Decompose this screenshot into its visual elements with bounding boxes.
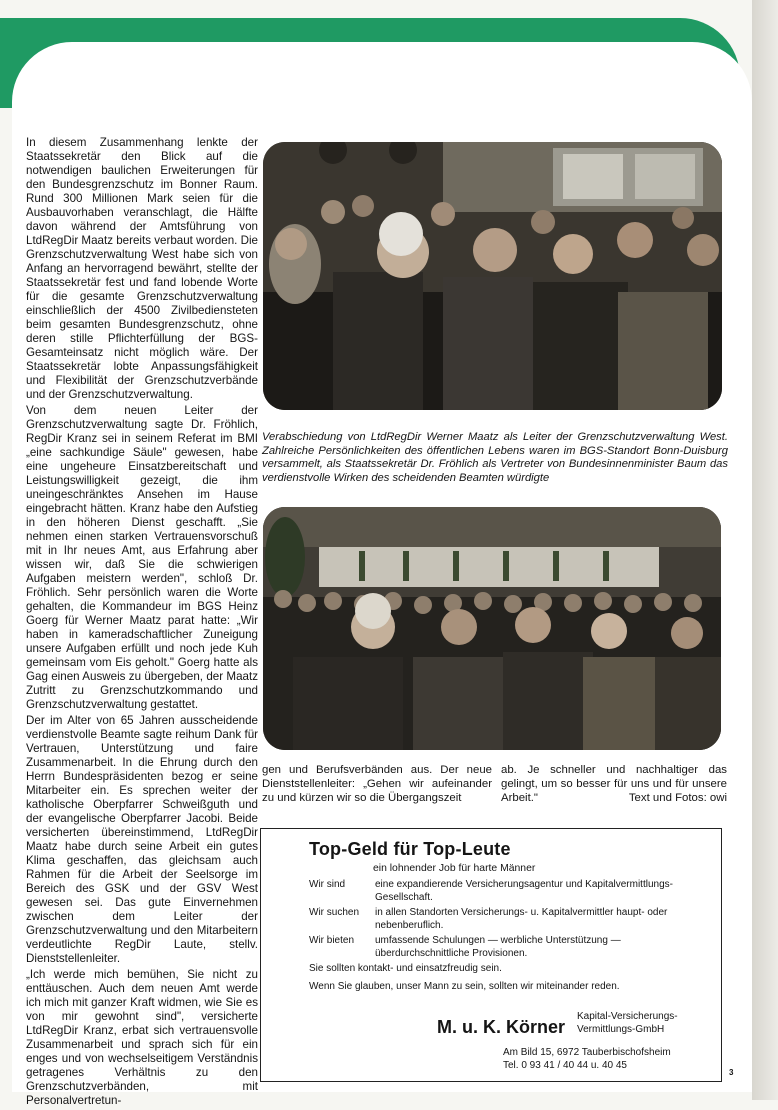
ad-row-text: umfassende Schulungen — werbliche Unterstützung — überdurchschnittliche Provisionen. xyxy=(375,935,621,959)
ad-requirement: Sie sollten kontakt- und einsatzfreudig sein. xyxy=(309,963,502,974)
photo-credit: Text und Fotos: owi xyxy=(628,791,727,804)
ad-row-label: Wir bieten xyxy=(309,935,355,946)
ad-row-label: Wir suchen xyxy=(309,907,360,918)
photo-ceremony-guests xyxy=(263,142,722,410)
photo-audience-hall xyxy=(263,507,721,750)
ad-row-text: eine expandierende Versicherungsagentur und Kapitalvermittlungs-Gesellschaft. xyxy=(375,879,673,903)
ad-call-to-action: Wenn Sie glauben, unser Mann zu sein, sollten wir miteinander reden. xyxy=(309,981,620,992)
article-bottom-middle: gen und Berufsverbänden aus. Der neue Dienststellenleiter: „Gehen wir aufeinander zu und kürzen wir so die Übergangszeit xyxy=(262,764,492,804)
paragraph: Von dem neuen Leiter der Grenzschutzverwaltung sagte Dr. Fröhlich, RegDir Kranz sei in seinem Referat im BMI „eine sachkundige Säule" gewesen, habe eine ungeheure Einsatzbereitschaft und Leistungswilligkeit gezeigt, die ihm uneingeschränktes Ansehen im Hause eingebracht hätten. Kranz habe den Aufstieg in den höheren Dienst geschafft. „Sie nehmen einen starken Vertrauensvorschuß mit in Ihr neues Amt, aus Erfahrung aber wissen wir, daß Sie die schwierigen Aufgaben meistern werden", schloß Dr. Fröhlich. Sehr persönlich waren die Worte gehalten, die Kommandeur im BGS Heinz Goerg für Werner Maatz parat hatte: „Wir haben in kameradschaftlicher Zuneigung unsere Aufgaben erfüllt und noch jede Kuh gemeinsam vom Eis geholt." Goerg hatte als Gag einen Ausweis zu übergeben, der Maatz Zutritt zu Grenzschutzkommando und Grenzschutzverwaltung gestattet. xyxy=(26,404,258,711)
ad-row-label: Wir sind xyxy=(309,879,346,890)
advertisement-box xyxy=(260,828,722,1082)
ad-subtitle: ein lohnender Job für harte Männer xyxy=(373,863,536,874)
paragraph: „Ich werde mich bemühen, Sie nicht zu enttäuschen. Auch dem neuen Amt werde ich mich mit ganzer Kraft widmen, wie Sie es von mir gewohnt sind", versicherte LtdRegDir Kranz, erbat sich vertrauensvolle Zusammenarbeit und sprach sich für ein enges und von wechselseitigem Verständnis getragenes Verhältnis zu den Grenzschutzverbänden, mit Personalvertretun- xyxy=(26,968,258,1107)
article-bottom-right xyxy=(501,764,727,805)
ad-address: Am Bild 15, 6972 Tauberbischofsheim xyxy=(503,1047,671,1058)
ad-title: Top-Geld für Top-Leute xyxy=(309,839,511,859)
ad-phone: Tel. 0 93 41 / 40 44 u. 40 45 xyxy=(503,1059,627,1071)
paragraph: In diesem Zusammenhang lenkte der Staatssekretär den Blick auf die notwendigen baulichen Erweiterungen für den Bundesgrenzschutz im Bonner Raum. Rund 300 Millionen Mark seien für die Ausbauvorhaben veranschlagt, die Hälfte davon während der Amtsführung von LtdRegDir Maatz bereits verbaut worden. Die Grenzschutzverwaltung West habe sich von Anfang an hervorragend bewährt, stellte der Staatssekretär fest und fand lobende Worte für die gesamte Grenzschutzverwaltung einschließlich der 4500 Zivilbediensteten beim gesamten Bundesgrenzschutz, ohne deren stille Pflichterfüllung der BGS-Gesamteinsatz nicht möglich wäre. Der Staatssekretär lobte Anpassungsfähigkeit und Flexibilität der Grenzschutzverbände und der Grenzschutzverwaltung. xyxy=(26,136,258,401)
page-number: 3 xyxy=(729,1068,734,1077)
ad-company-name: M. u. K. Körner xyxy=(437,1017,566,1037)
closing-text: ab. Je schneller und nachhaltiger das gelingt, um so besser für uns und für unsere Arbeit." xyxy=(501,764,727,804)
paragraph: Der im Alter von 65 Jahren ausscheidende verdienstvolle Beamte sagte reihum Dank für Vertrauen, Unterstützung und faire Zusammenarbeit. In die Ehrung durch den Herrn Bundespräsidenten bezog er seine Mitarbeiter ein. Es sprechen weiter der katholische Oberpfarrer Schweißguth und der evangelische Oberpfarrer Jacobi. Beide versicherten übereinstimmend, LtdRegDir Maatz habe durch seine Arbeit ein gutes Klima geschaffen, das gleichsam auch Rahmen für die Arbeit der Seelsorge im Bereich des GSK und der GSV West gewesen sei. Das gute Einvernehmen zwischen dem Leiter der Grenzschutzverwaltung und den Mitarbeitern verdeutlichte RegDir Laute, stellv. Dienststellenleiter. xyxy=(26,714,258,965)
ad-row-text: in allen Standorten Versicherungs- u. Kapitalvermittler haupt- oder nebenberuflich. xyxy=(375,907,668,931)
article-left-column xyxy=(26,136,258,1110)
ad-address-block xyxy=(503,1047,713,1072)
photo-caption: Verabschiedung von LtdRegDir Werner Maatz als Leiter der Grenzschutzverwaltung West. Zahlreiche Persönlichkeiten des öffentlichen Lebens waren im BGS-Standort Bonn-Duisburg versammelt, als Staatssekretär Dr. Fröhlich als Vertreter von Bundesinnenminister Baum das verdienstvolle Wirken des scheidenden Beamten würdigte xyxy=(262,431,728,484)
scan-edge xyxy=(752,0,778,1100)
ad-company-type: Kapital-Versicherungs-Vermittlungs-GmbH xyxy=(577,1011,678,1035)
